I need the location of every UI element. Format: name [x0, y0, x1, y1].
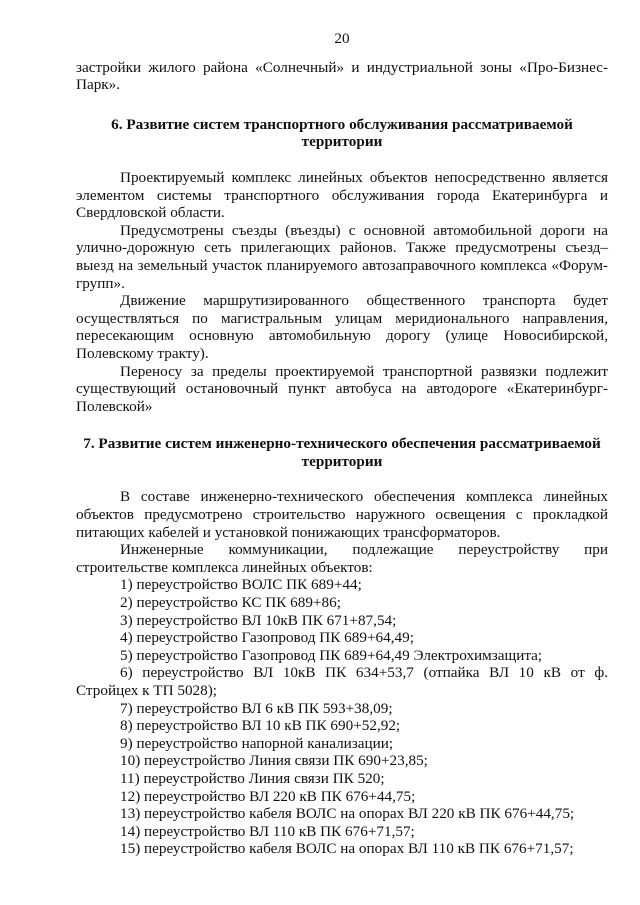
list-item: 5) переустройство Газопровод ПК 689+64,49 Электрохимзащита; — [120, 646, 543, 664]
utilities-list — [76, 576, 608, 858]
intro-paragraph: застройки жилого района «Солнечный» и индустриальной зоны «Про-Бизнес-Парк». — [76, 58, 608, 94]
section-6-paragraph-4: Переносу за пределы проектируемой транспортной развязки подлежит существующий остановочный пункт автобуса на автодороге «Екатеринбург-Полевской» — [76, 362, 608, 415]
list-item: 10) переустройство Линия связи ПК 690+23,85; — [120, 752, 428, 770]
list-item: 2) переустройство КС ПК 689+86; — [120, 594, 341, 612]
list-item: 8) переустройство ВЛ 10 кВ ПК 690+52,92; — [120, 717, 401, 735]
section-7-paragraph-1: В составе инженерно-технического обеспечения комплекса линейных объектов предусмотрено строительство наружного освещения с прокладкой питающих кабелей и установкой понижающих трансформаторов. — [76, 488, 608, 541]
list-item: 9) переустройство напорной канализации; — [120, 734, 394, 752]
list-item: 6) переустройство ВЛ 10кВ ПК 634+53,7 (отпайка ВЛ 10 кВ от ф. Стройцех к ТП 5028); — [76, 664, 608, 699]
section-6-paragraph-3: Движение маршрутизированного общественного транспорта будет осуществляться по магистральным улицам меридионального направления, пересекающим основную автомобильную дорогу (улице Новосибирской, Полевскому тракту). — [76, 292, 608, 362]
section-6-paragraph-2: Предусмотрены съезды (въезды) с основной автомобильной дороги на улично-дорожную сеть прилегающих районов. Также предусмотрены съезд–выезд на земельный участок планируемого автозаправочного комплекса «Форум-групп». — [76, 221, 608, 292]
list-item: 7) переустройство ВЛ 6 кВ ПК 593+38,09; — [120, 699, 393, 717]
list-item: 15) переустройство кабеля ВОЛС на опорах ВЛ 110 кВ ПК 676+71,57; — [120, 840, 574, 858]
page-number: 20 — [334, 30, 350, 47]
list-item: 3) переустройство ВЛ 10кВ ПК 671+87,54; — [120, 611, 397, 629]
section-6-heading: 6. Развитие систем транспортного обслуживания рассматриваемой территории — [111, 115, 573, 151]
list-item: 4) переустройство Газопровод ПК 689+64,49; — [120, 629, 414, 647]
section-6-paragraph-1: Проектируемый комплекс линейных объектов непосредственно является элементом системы транспортного обслуживания города Екатеринбурга и Свердловской области. — [76, 168, 608, 222]
list-item: 13) переустройство кабеля ВОЛС на опорах ВЛ 220 кВ ПК 676+44,75; — [120, 805, 575, 823]
section-7-paragraph-2: Инженерные коммуникации, подлежащие переустройству при строительстве комплекса линейных объектов: — [76, 541, 608, 576]
section-7-heading: 7. Развитие систем инженерно-технического обеспечения рассматриваемой территории — [83, 435, 601, 470]
document-page — [76, 30, 608, 858]
list-item: 1) переустройство ВОЛС ПК 689+44; — [120, 576, 362, 594]
list-item: 12) переустройство ВЛ 220 кВ ПК 676+44,75; — [120, 787, 416, 805]
list-item: 14) переустройство ВЛ 110 кВ ПК 676+71,57; — [120, 822, 415, 840]
list-item: 11) переустройство Линия связи ПК 520; — [120, 769, 385, 787]
